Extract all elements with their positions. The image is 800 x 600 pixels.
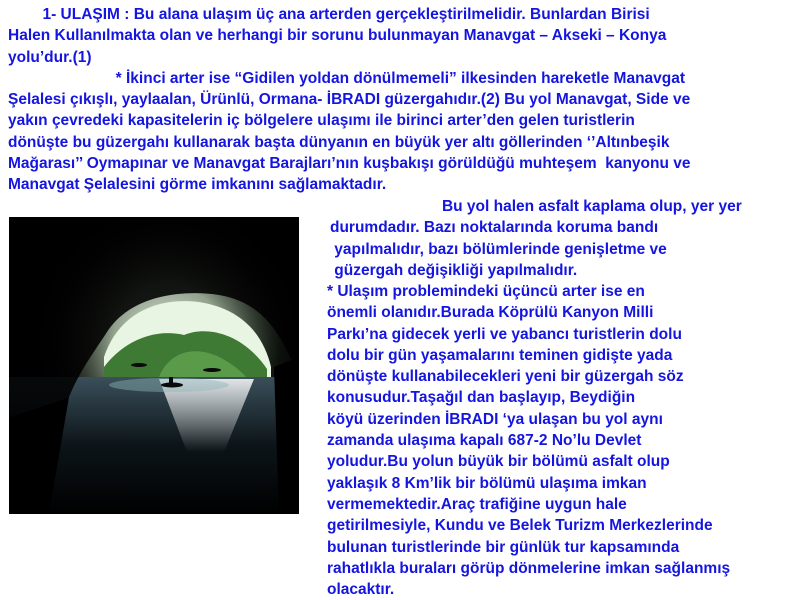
text-line: yaklaşık 8 Km’lik bir bölümü ulaşıma imkan	[327, 474, 647, 492]
text-line: bulunan turistlerinde bir günlük tur kapsamında	[327, 538, 680, 556]
text-line: * Ulaşım problemindeki üçüncü arter ise en	[327, 283, 645, 300]
text-line: önemli olanıdır.Burada Köprülü Kanyon Milli	[327, 304, 654, 322]
text-line: köyü üzerinden İBRADI ‘ya ulaşan bu yol aynı	[327, 410, 663, 428]
text-line: dolu bir gün yaşamalarını teminen gidişte yada	[327, 346, 673, 364]
text-line: yoludur.Bu yolun büyük bir bölümü asfalt olup	[327, 453, 670, 471]
text-line: yakın çevredeki kapasitelerin iç bölgelere ulaşımı ile birinci arter’den gelen turistlerin	[8, 112, 635, 130]
text-line: dönüşte kullanabilecekleri yeni bir güzergah söz	[327, 368, 684, 386]
text-line: Manavgat Şelalesini görme imkanını sağlamaktadır.	[8, 176, 387, 194]
text-line: olacaktır.	[327, 581, 395, 599]
text-line: Mağarası’’ Oymapınar ve Manavgat Barajları’nın kuşbakışı görüldüğü muhteşem kanyonu ve	[8, 155, 691, 173]
cave-photo	[9, 217, 299, 514]
text-line: güzergah değişikliği yapılmalıdır.	[330, 261, 578, 279]
text-line: yapılmalıdır, bazı bölümlerinde genişletme ve	[330, 240, 667, 258]
text-line: Halen Kullanılmakta olan ve herhangi bir sorunu bulunmayan Manavgat – Akseki – Konya	[8, 27, 667, 45]
paragraph-intro	[8, 4, 691, 196]
text-line: Parkı’na gidecek yerli ve yabancı turistlerin dolu	[327, 325, 682, 343]
text-line: dönüşte bu güzergahı kullanarak başta dünyanın en büyük yer altı göllerinden ‘’Altınbeşik	[8, 133, 670, 151]
text-line: zamanda ulaşıma kapalı 687-2 No’lu Devlet	[327, 432, 642, 450]
text-line: konusudur.Taşağıl dan başlayıp, Beydiğin	[327, 389, 636, 407]
text-line: yolu’dur.(1)	[8, 48, 92, 66]
text-line: durumdadır. Bazı noktalarında koruma bandı	[330, 219, 659, 237]
text-line: 1- ULAŞIM : Bu alana ulaşım üç ana arterden gerçekleştirilmelidir. Bunlardan Birisi	[8, 6, 650, 23]
paragraph-third-artery	[327, 281, 730, 600]
text-line: * İkinci arter ise “Gidilen yoldan dönülmemeli” ilkesinden hareketle Manavgat	[8, 69, 686, 87]
text-line: Şelalesi çıkışlı, yaylaalan, Ürünlü, Ormana- İBRADI güzergahıdır.(2) Bu yol Manavgat, Side ve	[8, 91, 691, 109]
text-line: rahatlıkla buraları görüp dönmelerine imkan sağlanmış	[327, 559, 731, 577]
text-line: getirilmesiyle, Kundu ve Belek Turizm Merkezlerinde	[327, 517, 713, 535]
text-line: vermemektedir.Araç trafiğine uygun hale	[327, 495, 627, 513]
paragraph-road-condition	[330, 196, 742, 281]
text-line: Bu yol halen asfalt kaplama olup, yer yer	[330, 198, 742, 215]
